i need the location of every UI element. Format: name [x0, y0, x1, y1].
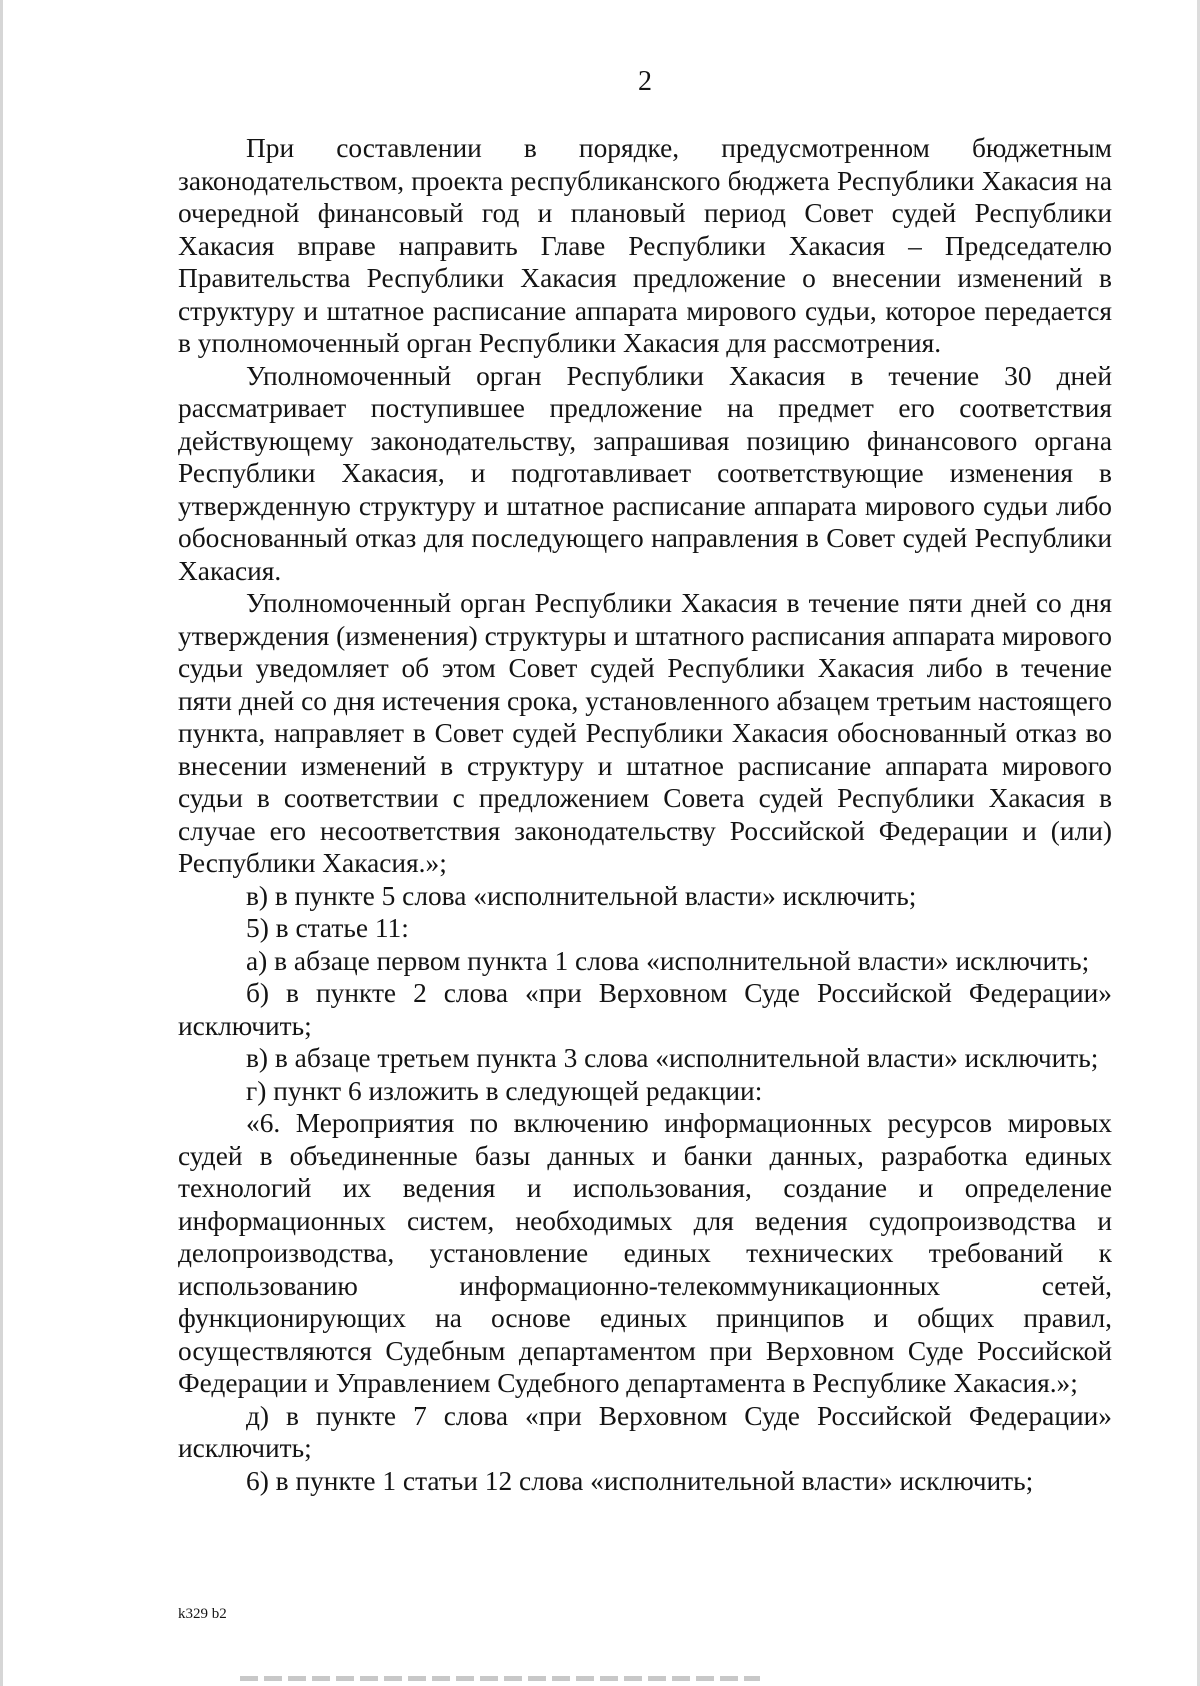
paragraph-review-30-days: Уполномоченный орган Республики Хакасия в течение 30 дней рассматривает поступившее предложение на предмет его соответствия действующему законодательству, запрашивая позицию финансового органа Республики Хакасия, и подготавливает соответствующие изменения в утвержденную структуру и штатное расписание аппарата мирового судьи либо обоснованный отказ для последующего направления в Совет судей Республики Хакасия.: [178, 360, 1112, 586]
paragraph-notification-5-days: Уполномоченный орган Республики Хакасия в течение пяти дней со дня утверждения (изменения) структуры и штатного расписания аппарата мирового судьи уведомляет об этом Совет судей Республики Хакасия либо в течение пяти дней со дня истечения срока, установленного абзацем третьим настоящего пункта, направляет в Совет судей Республики Хакасия обоснованный отказ во внесении изменений в структуру и штатное расписание аппарата мирового судьи в соответствии с предложением Совета судей Республики Хакасия в случае его несоответствия законодательству Российской Федерации и (или) Республики Хакасия.»;: [178, 588, 1112, 878]
footer-document-code: k329 b2: [178, 1606, 227, 1622]
paragraph-budget-proposal: При составлении в порядке, предусмотренном бюджетным законодательством, проекта республиканского бюджета Республики Хакасия на очередной финансовый год и плановый период Совет судей Республики Хакасия вправе направить Главе Республики Хакасия – Председателю Правительства Республики Хакасия предложение о внесении изменений в структуру и штатное расписание аппарата мирового судьи, которое передается в уполномоченный орган Республики Хакасия для рассмотрения.: [178, 133, 1112, 358]
paragraph-item-v-point-3: в) в абзаце третьем пункта 3 слова «исполнительной власти» исключить;: [246, 1043, 1099, 1073]
paragraph-item-a: а) в абзаце первом пункта 1 слова «исполнительной власти» исключить;: [246, 945, 1090, 976]
scan-bottom-artifact: [240, 1676, 760, 1681]
paragraph-item-d: д) в пункте 7 слова «при Верховном Суде Российской Федерации» исключить;: [178, 1400, 1112, 1463]
paragraph-point-6-text: «6. Мероприятия по включению информационных ресурсов мировых судей в объединенные базы данных и банки данных, разработка единых технологий их ведения и использования, создание и определение информационных систем, необходимых для ведения судопроизводства и делопроизводства, установление единых технических требований к использованию информационно-телекоммуникационных сетей, функционирующих на основе единых принципов и общих правил, осуществляются Судебным департаментом при Верховном Суде Российской Федерации и Управлением Судебного департамента в Республике Хакасия.»;: [178, 1108, 1112, 1398]
page-number: 2: [638, 66, 652, 97]
paragraph-item-g: г) пункт 6 изложить в следующей редакции:: [246, 1075, 763, 1106]
scan-edge-left: [0, 0, 3, 1686]
paragraph-item-v-point-5: в) в пункте 5 слова «исполнительной власти» исключить;: [246, 880, 917, 911]
document-body: [178, 132, 1112, 1497]
paragraph-item-b: б) в пункте 2 слова «при Верховном Суде Российской Федерации» исключить;: [178, 978, 1112, 1041]
paragraph-article-11: 5) в статье 11:: [246, 913, 409, 943]
paragraph-article-12: 6) в пункте 1 статьи 12 слова «исполнительной власти» исключить;: [246, 1465, 1034, 1496]
